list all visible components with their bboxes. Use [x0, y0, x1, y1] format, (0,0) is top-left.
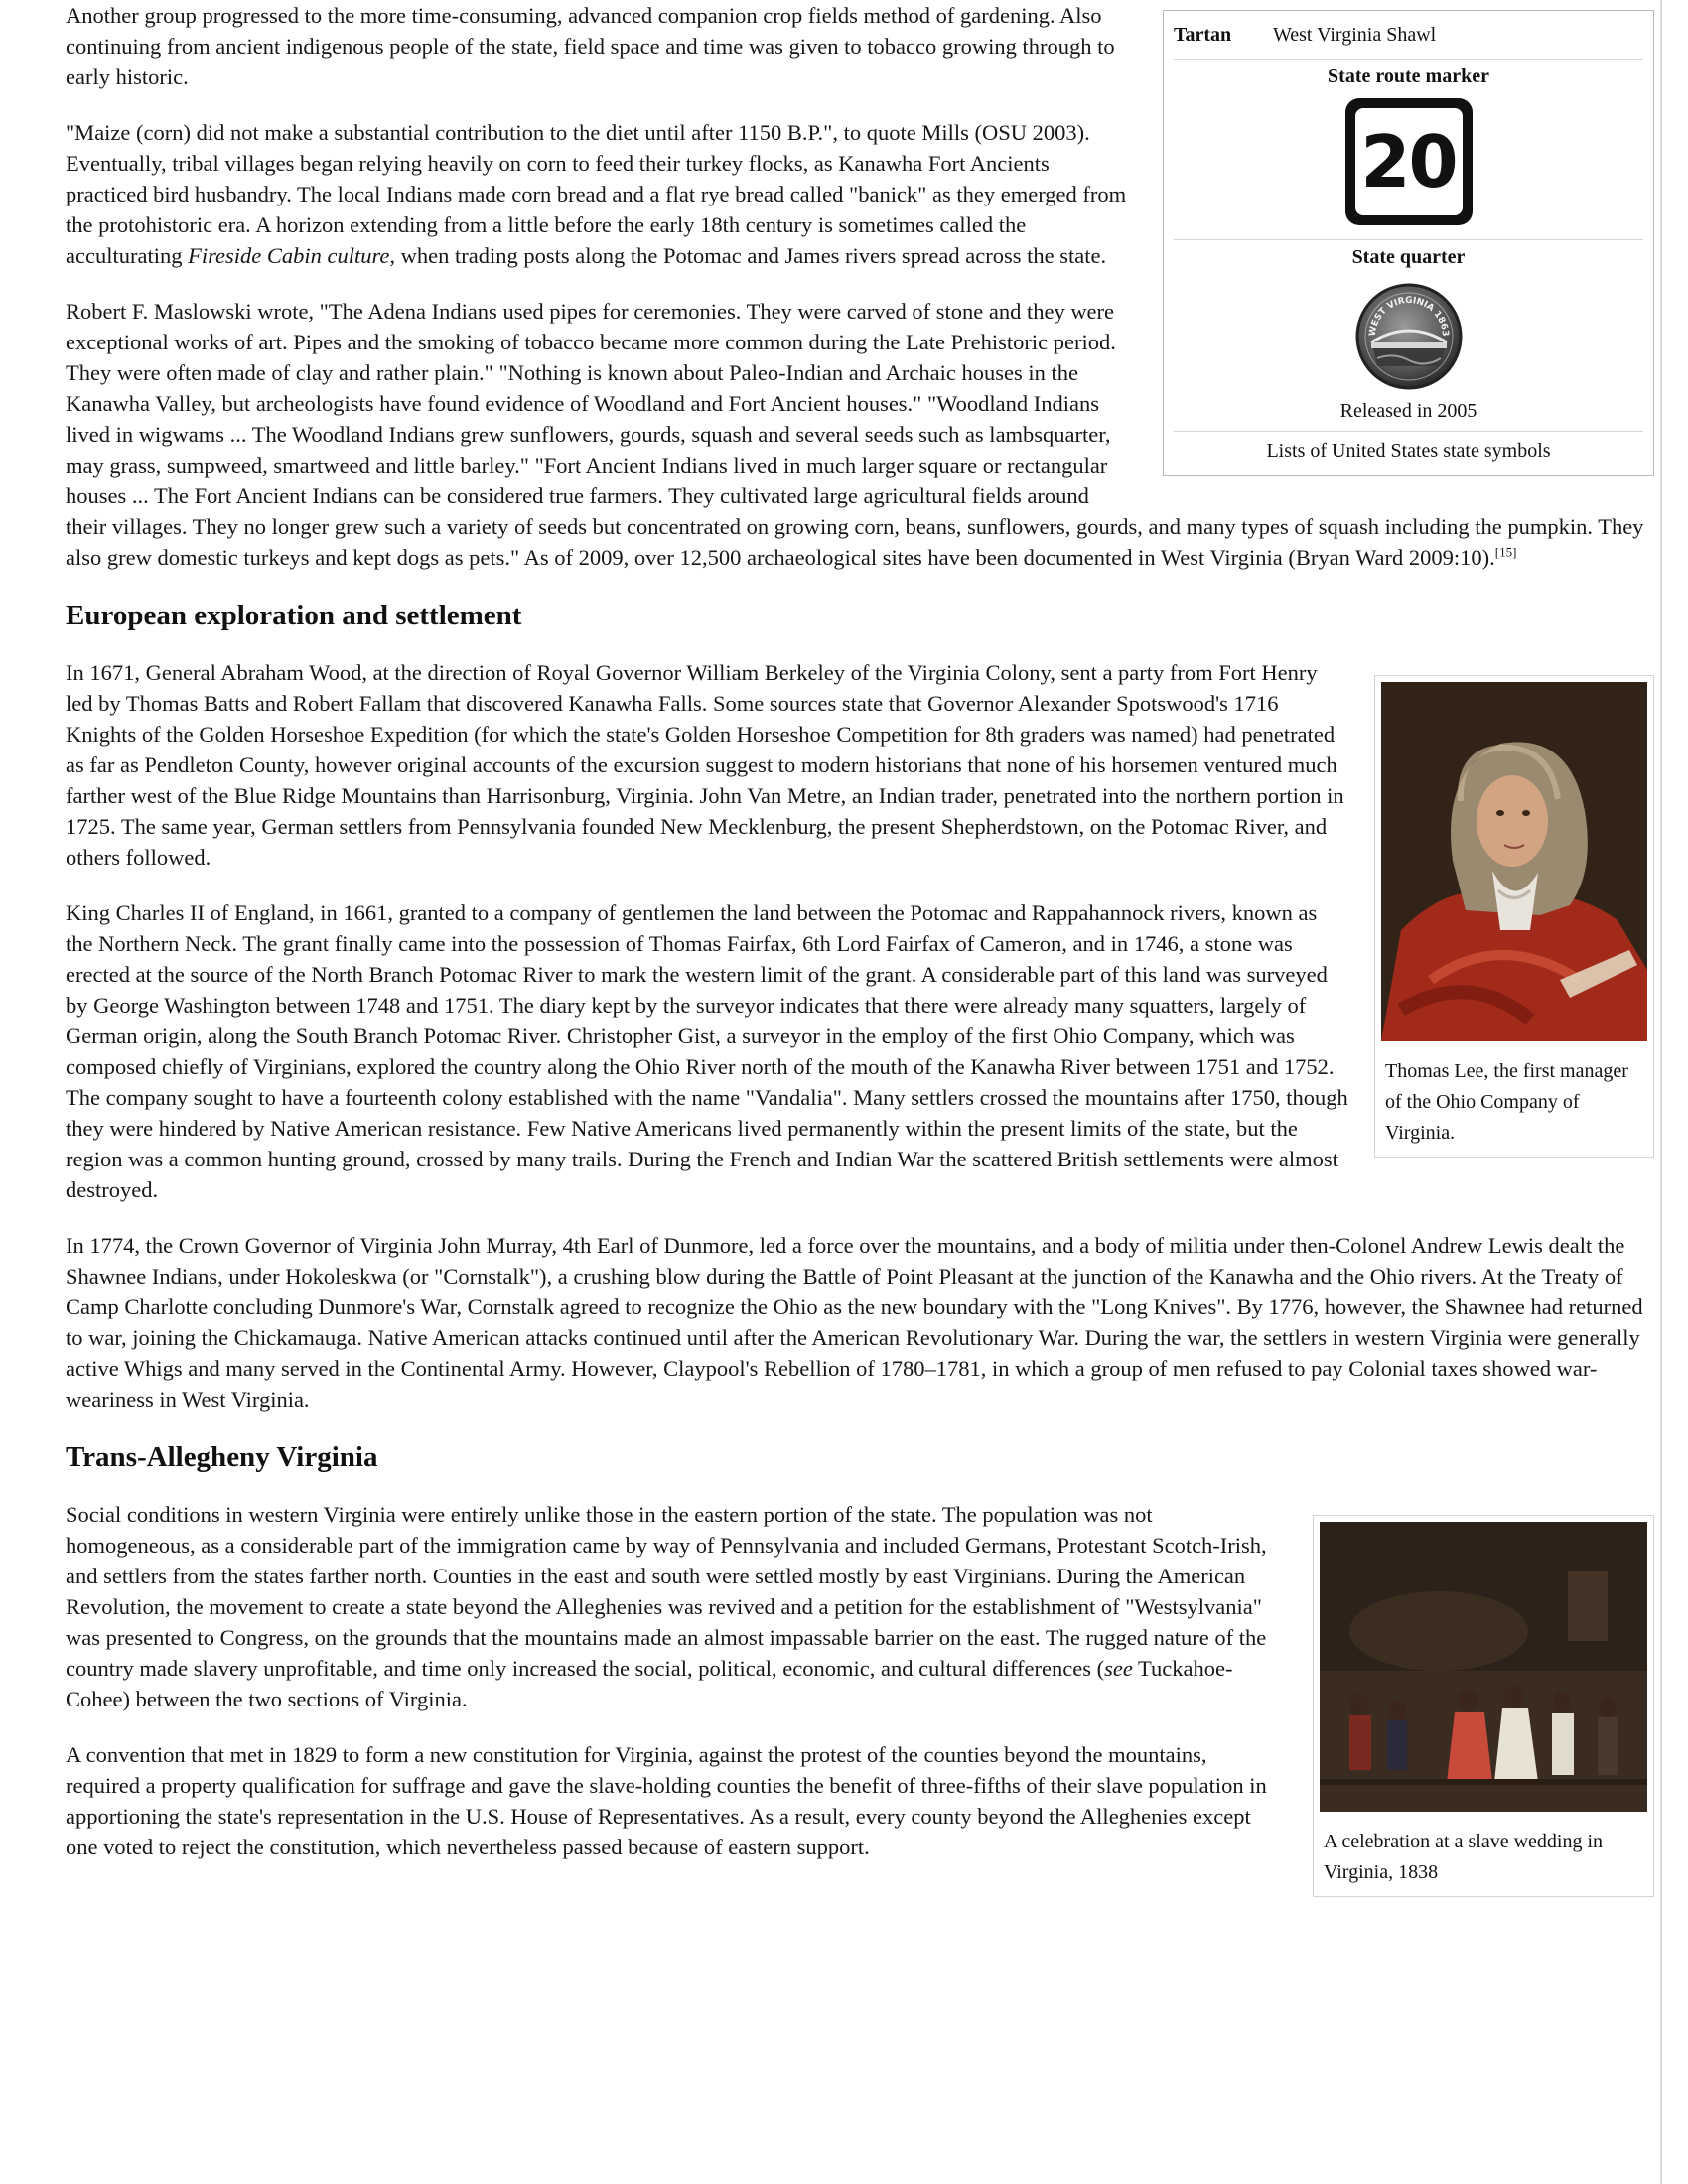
fireside-cabin-culture-link[interactable]: Fireside Cabin culture, — [188, 243, 396, 268]
tartan-row — [1174, 17, 1643, 60]
quarter-heading: State quarter — [1351, 246, 1466, 268]
thomas-lee-caption: Thomas Lee, the first manager of the Ohio Company of Virginia. — [1385, 1060, 1628, 1144]
paragraph-maize-tail: when trading posts along the Potomac and James rivers spread across the state. — [395, 243, 1107, 268]
route-number: 20 — [1355, 108, 1463, 215]
quarter-caption: Released in 2005 — [1174, 396, 1643, 432]
slave-wedding-figure — [1313, 1515, 1654, 1897]
state-symbols-infobox — [1163, 10, 1654, 476]
paragraph-social-conditions-text: Social conditions in western Virginia were entirely unlike those in the eastern portion of the state. The population was not homogeneous, as a considerable part of the immigration came by way of Pennsylvania and included Germans, Protestant Scotch-Irish, and settlers from the states farther north. Counties in the east and south were settled mostly by east Virginians. During the American Revolution, the movement to create a state beyond the Alleghenies was revived and a petition for the establishment of "Westsylvania" was presented to Congress, on the grounds that the mountains made an almost impassable barrier on the east. The rugged nature of the country made slavery unprofitable, and time only increased the social, political, economic, and cultural differences ( — [66, 1502, 1267, 1681]
state-quarter-image[interactable] — [1353, 281, 1465, 392]
tartan-label: Tartan — [1174, 24, 1232, 46]
paragraph-abraham-wood: In 1671, General Abraham Wood, at the direction of Royal Governor William Berkeley of the Virginia Colony, sent a party from Fort Henry led by Thomas Batts and Robert Fallam that discovered Kanawha Falls. Some sources state that Governor Alexander Spotswood's 1716 Knights of the Golden Horseshoe Expedition (for which the state's Golden Horseshoe Competition for 8th graders was named) had penetrated as far as Pendleton County, however original accounts of the excursion suggest to modern historians that none of his horsemen ventured much farther west of the Blue Ridge Mountains than Harrisonburg, Virginia. John Van Metre, an Indian trader, penetrated into the northern portion in 1725. The same year, German settlers from Pennsylvania founded New Mecklenburg, the present Shepherdstown, on the Potomac River, and others followed. — [66, 660, 1344, 870]
paragraph-companion-crops: Another group progressed to the more time-consuming, advanced companion crop fields method of gardening. Also continuing from ancient indigenous people of the state, field space and time was given to tobacco growing through to early historic. — [66, 3, 1115, 89]
paragraph-convention-1829: A convention that met in 1829 to form a new constitution for Virginia, against the protest of the counties beyond the mountains, required a property qualification for suffrage and gave the slave-holding counties the benefit of three-fifths of their slave population in apportioning the state's representation in the U.S. House of Representatives. As a result, every county beyond the Alleghenies except one voted to reject the constitution, which nevertheless passed because of eastern support. — [66, 1742, 1267, 1859]
paragraph-charles-ii: King Charles II of England, in 1661, granted to a company of gentlemen the land between the Potomac and Rappahannock rivers, known as the Northern Neck. The grant finally came into the possession of Thomas Fairfax, 6th Lord Fairfax of Cameron, and in 1746, a stone was erected at the source of the North Branch Potomac River to mark the western limit of the grant. A considerable part of this land was surveyed by George Washington between 1748 and 1751. The diary kept by the surveyor indicates that there were already many squatters, largely of German origin, along the South Branch Potomac River. Christopher Gist, a surveyor in the employ of the first Ohio Company, which was composed chiefly of Virginians, explored the country along the Ohio River north of the mouth of the Kanawha River between 1751 and 1752. The company sought to have a fourteenth colony established with the name "Vandalia". Many settlers crossed the mountains after 1750, though they were hindered by Native American resistance. Few Native Americans lived permanently within the present limits of the state, but the region was a common hunting ground, crossed by many trails. During the French and Indian War the scattered British settlements were almost destroyed. — [66, 900, 1348, 1202]
heading-european-exploration: European exploration and settlement — [66, 600, 522, 631]
paragraph-maslowski-text: Robert F. Maslowski wrote, "The Adena Indians used pipes for ceremonies. They were carved of stone and they were exceptional works of art. Pipes and the smoking of tobacco became more common during the Late Prehistoric period. They were often made of clay and rather plain." "Nothing is known about Paleo-Indian and Archaic houses in the Kanawha Valley, but archeologists have found evidence of Woodland and Fort Ancient houses." "Woodland Indians lived in wigwams ... The Woodland Indians grew sunflowers, gourds, squash and several seeds such as lambsquarter, may grass, sumpweed, smartweed and little barley." "Fort Ancient Indians lived in much larger square or rectangular houses ... The Fort Ancient Indians can be considered true farmers. They cultivated large agricultural fields around their villages. They no longer grew such a variety of seeds but concentrated on growing corn, beans, sunflowers, gourds, and many types of squash including the pumpkin. They also grew domestic turkeys and kept dogs as pets." As of 2009, over 12,500 archaeological sites have been documented in West Virginia (Bryan Ward 2009:10). — [66, 299, 1644, 570]
paragraph-maize-text: "Maize (corn) did not make a substantial contribution to the diet until after 1150 B.P.", to quote Mills (OSU 2003). Eventually, tribal villages began relying heavily on corn to feed their turkey flocks, as Kanawha Fort Ancients practiced bird husbandry. The local Indians made corn bread and a flat rye bread called "banick" as they emerged from the protohistoric era. A horizon extending from a little before the early 18th century is sometimes called the acculturating — [66, 120, 1127, 268]
heading-trans-allegheny: Trans-Allegheny Virginia — [66, 1441, 378, 1473]
scan-edge-line — [1660, 0, 1662, 2184]
tartan-value[interactable]: West Virginia Shawl — [1273, 24, 1437, 46]
thomas-lee-portrait[interactable] — [1381, 682, 1647, 1041]
quarter-figure — [1174, 273, 1643, 396]
tuckahoe-cohee-link[interactable]: Tuckahoe-Cohee) between the two sections of Virginia. — [66, 1656, 1233, 1711]
slave-wedding-painting[interactable] — [1320, 1522, 1647, 1812]
see-italic: see — [1104, 1656, 1133, 1681]
article-body — [66, 0, 1654, 1907]
state-symbols-link[interactable]: Lists of United States state symbols — [1266, 440, 1551, 462]
thomas-lee-figure — [1374, 675, 1654, 1158]
slave-wedding-caption: A celebration at a slave wedding in Virginia, 1838 — [1324, 1831, 1604, 1883]
route-shield-icon[interactable] — [1345, 98, 1473, 225]
quarter-coin-text: WEST VIRGINIA 1863 — [1367, 295, 1450, 338]
route-marker-figure — [1174, 92, 1643, 240]
reference-15[interactable]: [15] — [1494, 544, 1517, 560]
paragraph-dunmore: In 1774, the Crown Governor of Virginia John Murray, 4th Earl of Dunmore, led a force over the mountains, and a body of militia under then-Colonel Andrew Lewis dealt the Shawnee Indians, under Hokoleskwa (or "Cornstalk"), a crushing blow during the Battle of Point Pleasant at the junction of the Kanawha and the Ohio rivers. At the Treaty of Camp Charlotte concluding Dunmore's War, Cornstalk agreed to recognize the Ohio as the new boundary with the "Long Knives". By 1776, however, the Shawnee had returned to war, joining the Chickamauga. Native American attacks continued until after the American Revolutionary War. During the war, the settlers in western Virginia were generally active Whigs and many served in the Continental Army. However, Claypool's Rebellion of 1780–1781, in which a group of men refused to pay Colonial taxes showed war-weariness in West Virginia. — [66, 1233, 1643, 1412]
route-marker-heading: State route marker — [1328, 66, 1489, 87]
